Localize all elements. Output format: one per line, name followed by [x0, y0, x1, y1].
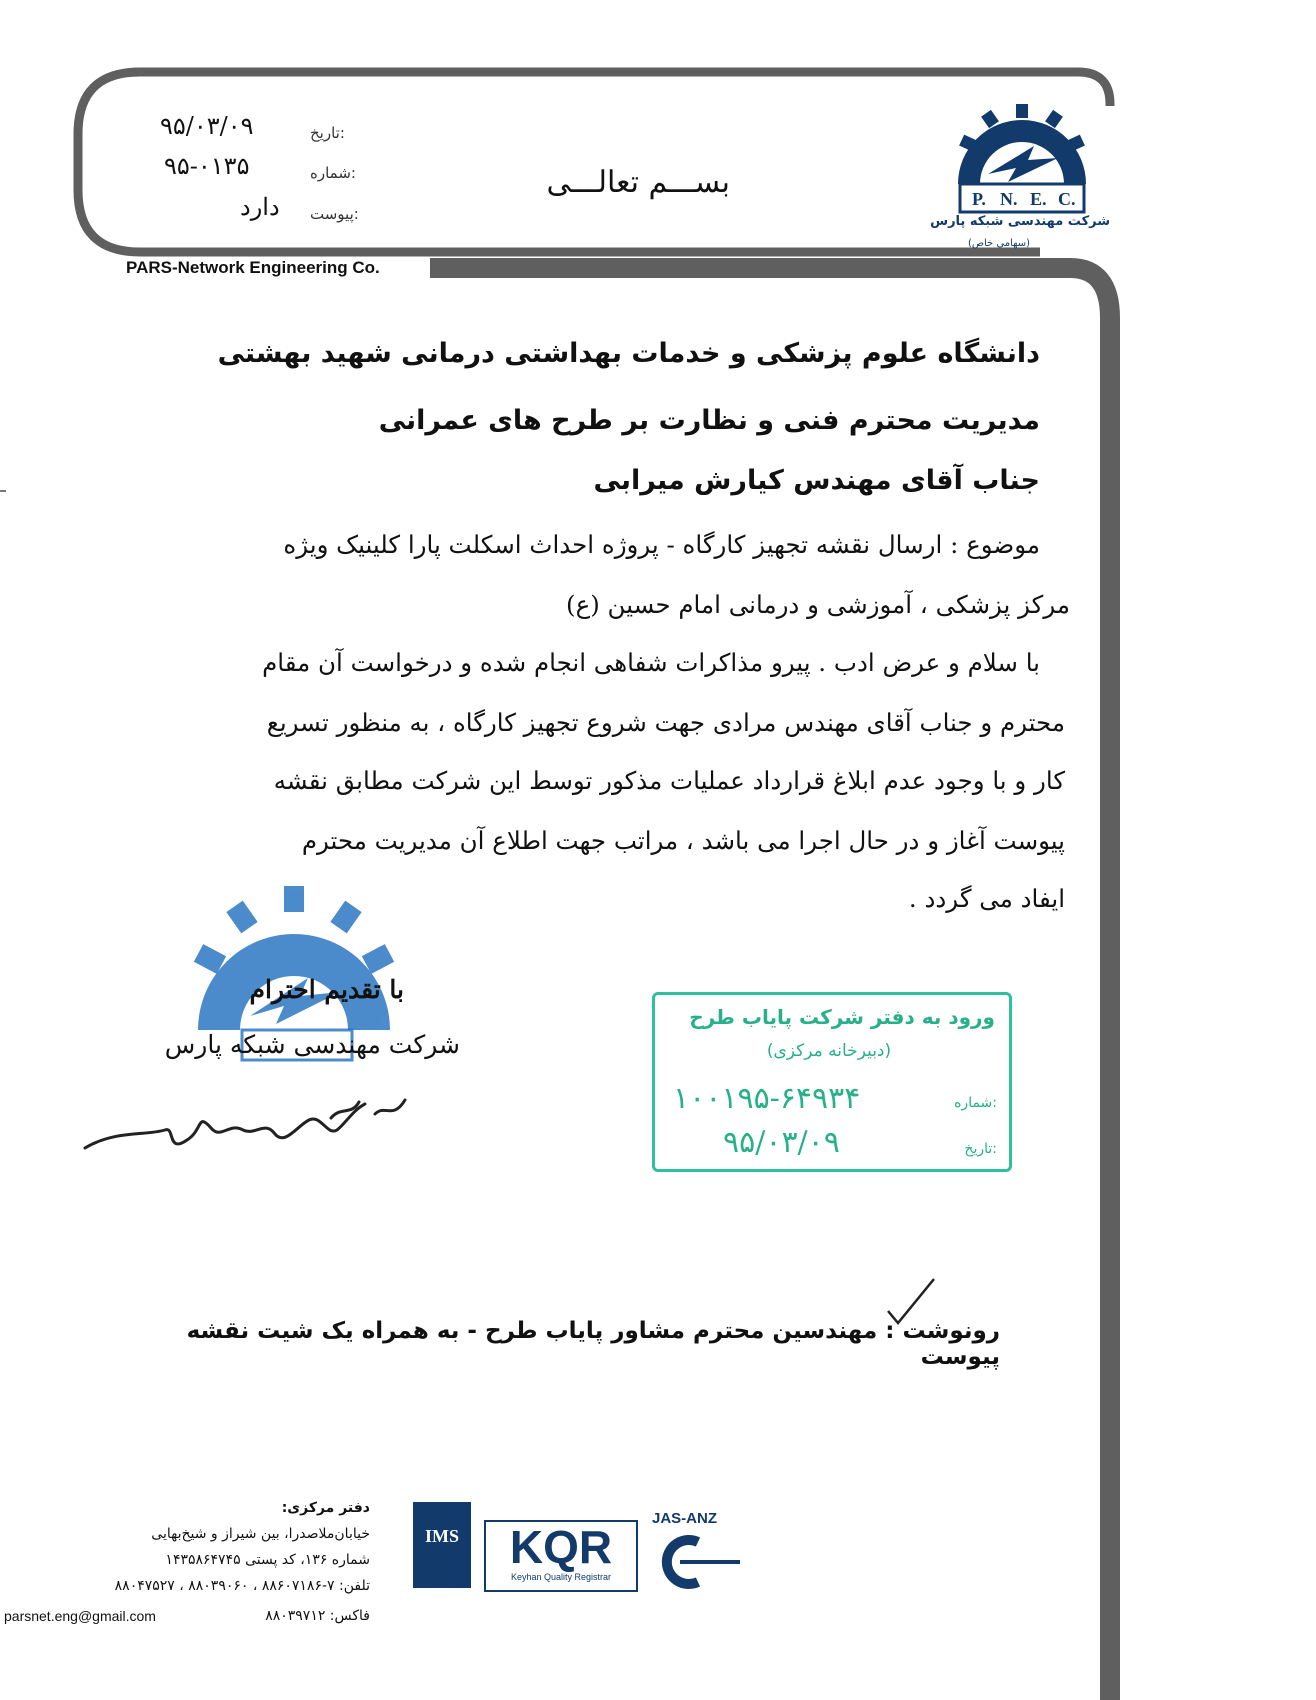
closing-company: شرکت مهندسی شبکه پارس [164, 1030, 460, 1059]
logo-letter-n: N. [1000, 189, 1018, 209]
recipient-line-2: مدیریت محترم فنی و نظارت بر طرح های عمرانی [378, 405, 1040, 436]
date-row [150, 112, 370, 146]
body-line-5: ایفاد می گردد . [908, 884, 1065, 913]
cc-text: مهندسین محترم مشاور پایاب طرح - به همراه یک شیت نقشه پیوست [186, 1318, 1000, 1370]
attachment-label: پیوست: [310, 205, 359, 223]
incoming-stamp [652, 992, 1012, 1172]
logo-company-fa: شرکت مهندسی شبکه پارس [930, 214, 1110, 229]
body-line-3: کار و با وجود عدم ابلاغ قرارداد عملیات مذکور توسط این شرکت مطابق نقشه [273, 766, 1065, 795]
logo-letter-e: E. [1030, 189, 1047, 209]
closing-regards: با تقدیم احترام [249, 975, 404, 1004]
company-logo [938, 98, 1106, 216]
cert-ims-logo [413, 1502, 471, 1588]
stamp-date-label: تاریخ: [964, 1141, 997, 1157]
stamp-title: ورود به دفتر شرکت پایاب طرح [689, 1005, 995, 1029]
logo-letter-c: C. [1058, 189, 1076, 209]
footer-email: parsnet.eng@gmail.com [4, 1608, 156, 1624]
recipient-line-1: دانشگاه علوم پزشکی و خدمات بهداشتی درمانی شهید بهشتی [217, 338, 1040, 369]
recipient-line-3: جناب آقای مهندس کیارش میرابی [593, 465, 1040, 496]
logo-company-type: (سهامی خاص) [967, 238, 1030, 249]
logo-letter-p: P. [972, 189, 986, 209]
stamp-subtitle: (دبیرخانه مرکزی) [766, 1041, 892, 1061]
cert-jas-label: JAS-ANZ [652, 1510, 718, 1527]
footer-phone: تلفن: ۷-۸۸۶۰۷۱۸۶ ، ۸۸۰۳۹۰۶۰ ، ۸۸۰۴۷۵۲۷ [114, 1578, 370, 1594]
stamp-number-value: ۱۰۰۱۹۵-۶۴۹۳۴ [673, 1081, 861, 1116]
footer-fax: فاکس: ۸۸۰۳۹۷۱۲ [265, 1608, 370, 1624]
date-value: ۹۵/۰۳/۰۹ [160, 112, 254, 140]
body-line-2: محترم و جناب آقای مهندس مرادی جهت شروع تجهیز کارگاه ، به منظور تسریع [266, 708, 1065, 737]
attachment-row [150, 193, 370, 227]
number-row [150, 152, 370, 186]
basmala-title: بســـم تعالـــی [546, 165, 730, 200]
footer-address-1: خیابان‌ملاصدرا، بین شیراز و شیخ‌بهایی [151, 1526, 370, 1542]
company-name-en: PARS-Network Engineering Co. [122, 258, 384, 278]
number-value: ۹۵-۰۱۳۵ [164, 152, 250, 180]
body-line-4: پیوست آغاز و در حال اجرا می باشد ، مراتب جهت اطلاع آن مدیریت محترم [301, 826, 1065, 855]
body-line-1: با سلام و عرض ادب . پیرو مذاکرات شفاهی انجام شده و درخواست آن مقام [262, 648, 1040, 677]
cc-line [100, 1318, 1000, 1370]
footer-address-2: شماره ۱۳۶، کد پستی ۱۴۳۵۸۶۴۷۴۵ [165, 1552, 370, 1568]
cc-label: رونوشت : [885, 1318, 1000, 1344]
cert-kqr-logo [484, 1520, 638, 1592]
date-label: تاریخ: [310, 124, 345, 142]
footer-office-label: دفتر مرکزی: [281, 1500, 370, 1516]
cert-ims-text: IMS [424, 1526, 459, 1546]
signature [75, 1090, 415, 1170]
stamp-number-label: شماره: [954, 1095, 997, 1111]
cert-jas-logo [650, 1534, 740, 1590]
subject-line-1: موضوع : ارسال نقشه تجهیز کارگاه - پروژه احداث اسکلت پارا کلینیک ویژه [283, 530, 1040, 559]
subject-line-2: مرکز پزشکی ، آموزشی و درمانی امام حسین (ع) [566, 590, 1070, 619]
attachment-value: دارد [240, 193, 280, 221]
cert-kqr-text: KQR [509, 1521, 613, 1573]
stamp-date-value: ۹۵/۰۳/۰۹ [723, 1125, 840, 1160]
number-label: شماره: [310, 164, 356, 182]
cert-kqr-sub: Keyhan Quality Registrar [510, 1572, 612, 1582]
